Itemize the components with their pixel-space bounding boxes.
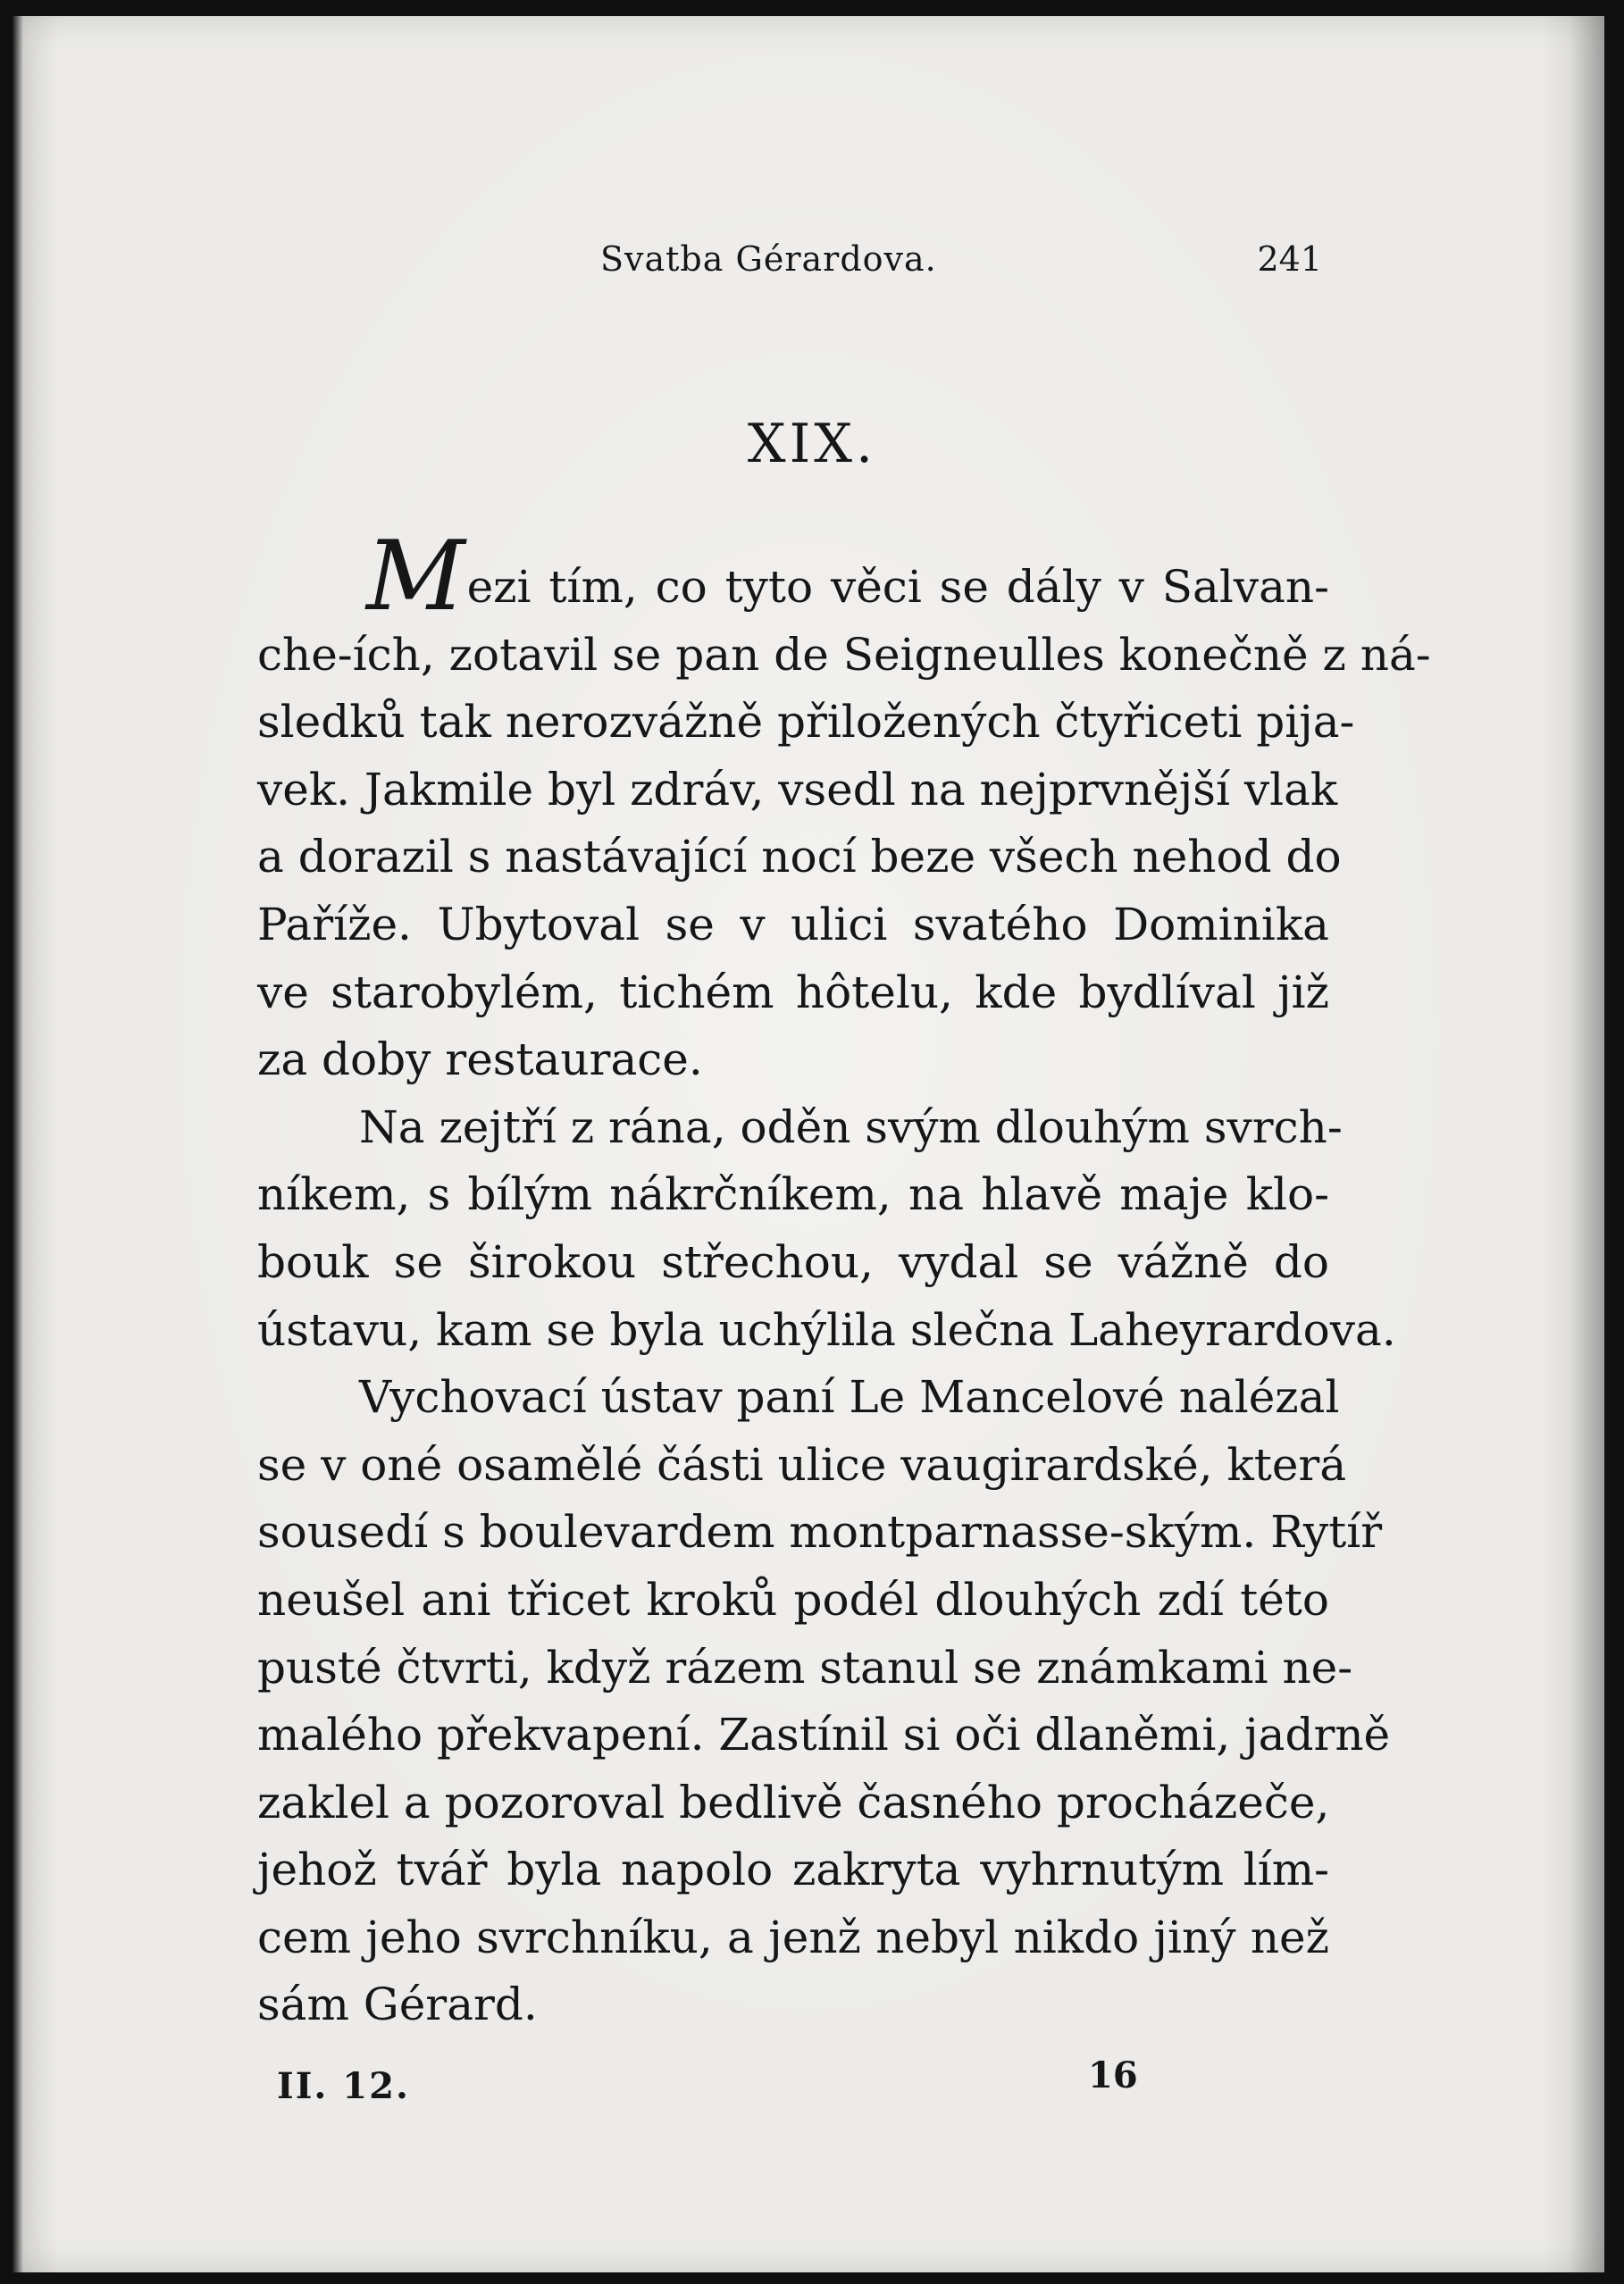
sheet-number: 16 [1088, 2054, 1138, 2096]
text-line: za doby restaurace. [257, 1033, 703, 1086]
text-line: pusté čtvrti, když rázem stanul se známkami ne- [257, 1641, 1353, 1694]
page-number: 241 [1257, 239, 1322, 279]
signature-mark: II. 12. [277, 2065, 410, 2107]
chapter-heading: XIX. [747, 413, 877, 475]
text-line: se v oné osamělé části ulice vaugirardské, která [257, 1438, 1347, 1491]
text-line: cem jeho svrchníku, a jenž nebyl nikdo jiný než [257, 1911, 1329, 1963]
text-line [257, 521, 1329, 632]
text-line: Na zejtří z rána, oděn svým dlouhým svrch- [359, 1100, 1343, 1153]
text-line: bouk se širokou střechou, vydal se vážně do [257, 1235, 1329, 1288]
text-line: a dorazil s nastávající nocí beze všech nehod do [257, 831, 1342, 883]
running-title: Svatba Gérardova. [600, 239, 937, 279]
text-line: malého překvapení. Zastínil si oči dlaněmi, jadrně [257, 1709, 1391, 1761]
page-header [250, 239, 1322, 284]
text-line: jehož tvář byla napolo zakryta vyhrnutým lím- [257, 1844, 1329, 1896]
text-line: ve starobylém, tichém hôtelu, kde bydlíval již [257, 966, 1329, 1018]
text-line: zaklel a pozoroval bedlivě časného procházeče, [257, 1776, 1330, 1828]
body-text [257, 521, 1431, 2039]
text-line: Vychovací ústav paní Le Mancelové nalézal [359, 1371, 1340, 1424]
page-edge-shadow [1569, 16, 1604, 2272]
text-line: vek. Jakmile byl zdráv, vsedl na nejprvnější vlak [257, 763, 1338, 816]
drop-cap: M [366, 521, 465, 632]
text-line: ústavu, kam se byla uchýlila slečna Laheyrardova. [257, 1303, 1396, 1356]
text-line: neušel ani třicet kroků podél dlouhých zdí této [257, 1573, 1329, 1626]
text-line: níkem, s bílým nákrčníkem, na hlavě maje klo- [257, 1168, 1329, 1221]
text-line: Paříže. Ubytoval se v ulici svatého Dominika [257, 898, 1329, 950]
line-text: ezi tím, co tyto věci se dály v Salvan- [466, 561, 1329, 613]
text-line: sledků tak nerozvážně přiložených čtyřiceti pija- [257, 696, 1355, 749]
text-line: che-ích, zotavil se pan de Seigneulles konečně z ná- [257, 628, 1431, 681]
text-line: sousedí s boulevardem montparnasse-ským. Rytíř [257, 1506, 1383, 1559]
text-line: sám Gérard. [257, 1979, 538, 2031]
